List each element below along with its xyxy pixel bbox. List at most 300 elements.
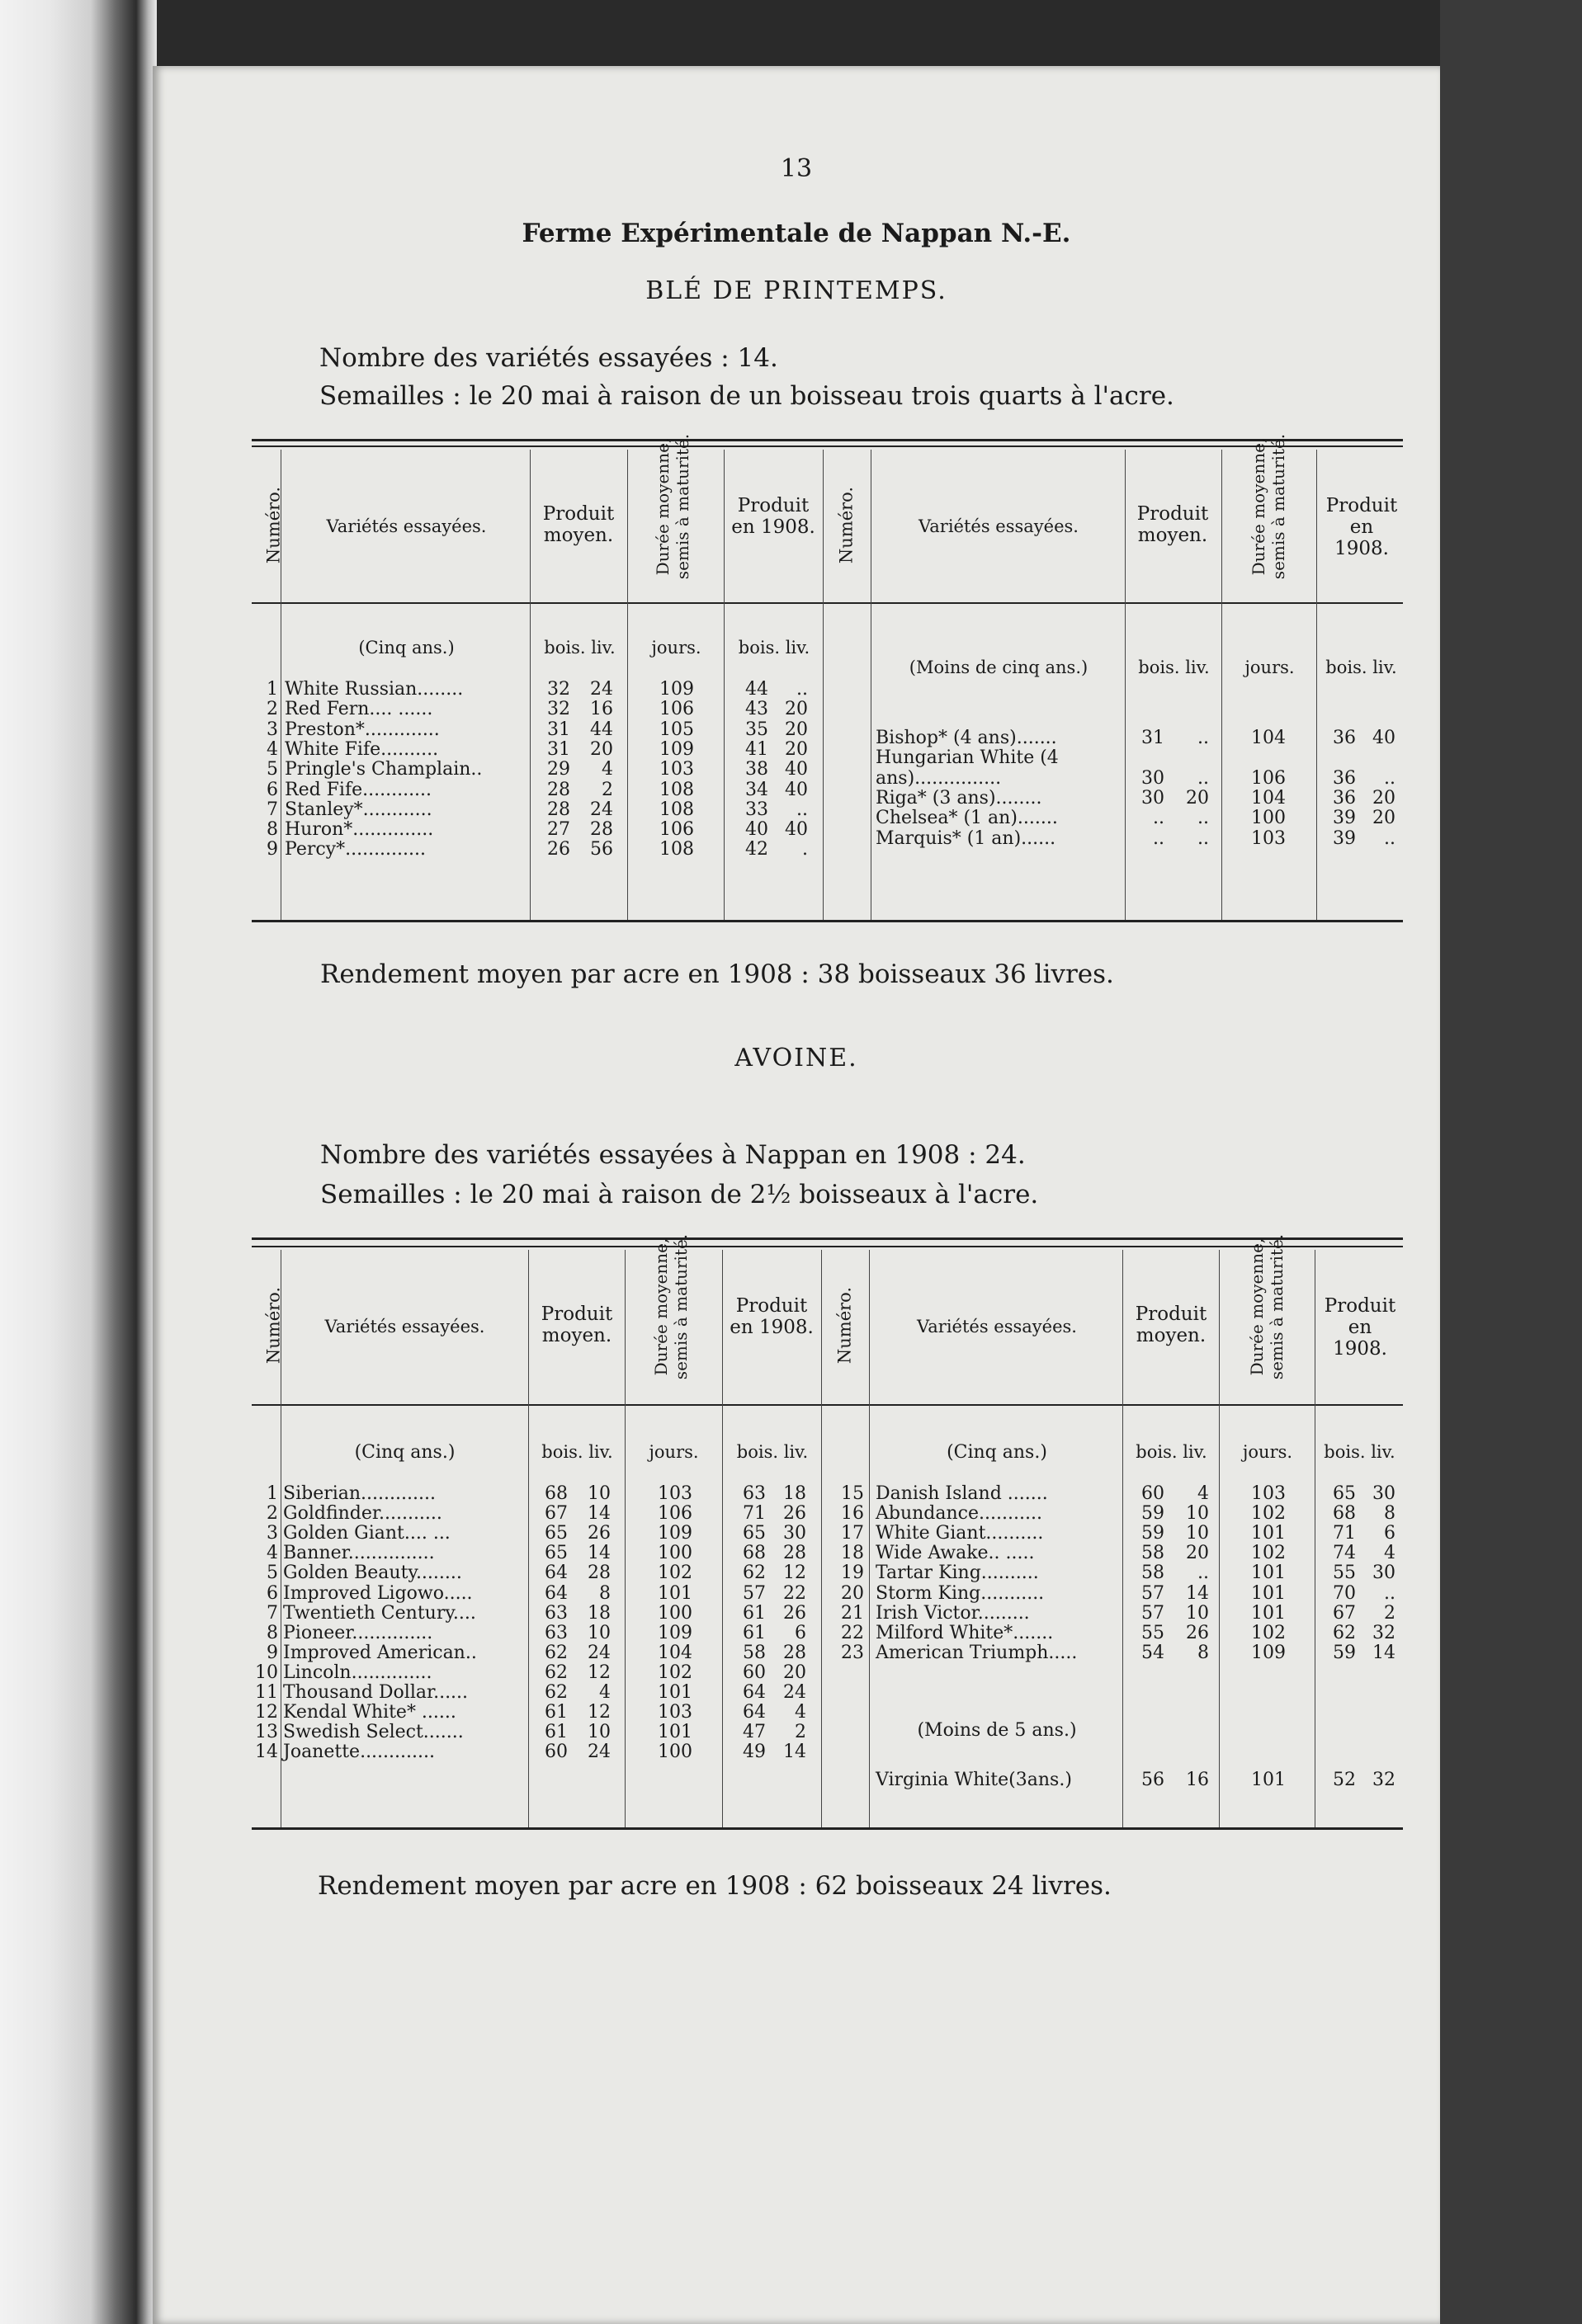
row-bois: 27 [547,819,570,841]
row-number: 8 [267,1622,278,1643]
row-liv: 26 [588,1523,611,1544]
row-jours: 101 [658,1582,692,1604]
row-bois-1908: 35 [745,719,768,740]
unit-bois-liv: bois. liv. [1138,658,1210,677]
row-number: 14 [255,1742,278,1763]
row-number: 4 [267,1543,278,1564]
row-liv: 24 [590,679,613,700]
row-bois-1908: 64 [743,1702,766,1723]
row-bois: 62 [545,1642,568,1663]
row-liv-1908: 20 [785,699,808,720]
unit-bois-liv: bois. liv. [1324,1442,1395,1462]
row-variety: Percy*.............. [285,839,427,860]
row-liv: 8 [599,1582,611,1604]
row-variety: Stanley*............ [285,799,432,820]
row-bois: 58 [1141,1563,1164,1584]
row-bois-1908: 61 [743,1622,766,1643]
row-variety: Preston*............. [285,719,440,740]
header-produit-1908-2: Produit en 1908. [1325,495,1398,559]
row-liv-1908: 26 [783,1602,806,1624]
row-bois: 31 [1141,728,1164,748]
row-bois-1908: 55 [1333,1563,1356,1584]
row-liv-1908: 28 [783,1642,806,1663]
row-bois: 57 [1141,1582,1164,1604]
row-liv: 12 [588,1702,611,1723]
row-number: 5 [267,1563,278,1584]
header-produit-2: Produit moyen. [1135,1303,1207,1346]
row-variety: Golden Beauty........ [283,1563,462,1584]
col-sep [722,1250,723,1827]
row-liv-1908: . [802,839,808,860]
row-liv-1908: 20 [785,719,808,740]
row-liv: 20 [590,738,613,760]
table-bottom-rule [252,920,1403,922]
header-numero-2: Numéro. [834,1286,855,1365]
row-bois-1908: 49 [743,1742,766,1763]
row-variety: Milford White*....... [876,1622,1054,1643]
row-number: 2 [267,699,278,720]
header-produit: Produit moyen. [541,1303,613,1346]
header-varietes-2: Variétés essayées. [919,516,1079,536]
row-number: 16 [841,1503,864,1525]
unit-jours: jours. [651,638,701,658]
row-jours: 104 [1251,728,1286,748]
row-bois: 67 [545,1503,568,1525]
row-liv-1908: 20 [785,738,808,760]
row-jours: 106 [658,1503,692,1525]
col-sep [724,450,725,920]
row-bois: 31 [547,738,570,760]
row-variety: Hungarian White (4 [876,747,1059,769]
row-bois-1908: 44 [745,679,768,700]
row-liv-1908: 30 [783,1523,806,1544]
row-bois: 26 [547,839,570,860]
row-bois: 56 [1141,1770,1164,1790]
row-bois: .. [1153,827,1164,849]
row-liv-1908: .. [796,679,808,700]
row-bois-1908: 36 [1333,787,1356,808]
group-label: (Cinq ans.) [354,1442,456,1463]
row-bois-1908: 63 [743,1483,766,1504]
row-jours: 102 [1251,1543,1286,1564]
row-variety: Abundance........... [876,1503,1042,1525]
row-liv-1908: 2 [1384,1602,1395,1624]
row-variety: White Fife.......... [285,738,439,760]
row-liv: .. [1197,827,1209,849]
group-label-right: (Moins de cinq ans.) [909,658,1089,677]
row-variety: Golden Giant.... ... [283,1523,451,1544]
row-liv: 14 [1186,1582,1209,1604]
ble-line2: Semailles : le 20 mai à raison de un boisseau trois quarts à l'acre. [319,381,1174,411]
scan-background [1440,0,1582,2324]
row-liv: 10 [588,1722,611,1743]
row-variety: Improved American.. [283,1642,477,1663]
row-bois: 30 [1141,787,1164,808]
row-liv: 24 [590,799,613,820]
page-header: Ferme Expérimentale de Nappan N.-E. [522,219,1071,248]
unit-bois-liv: bois. liv. [1136,1442,1207,1462]
row-number: 17 [841,1523,864,1544]
row-bois: 61 [545,1702,568,1723]
row-liv-1908: 20 [783,1662,806,1683]
unit-bois-liv: bois. liv. [736,1442,809,1462]
header-produit: Produit moyen. [542,503,615,546]
table-top-rule-2 [252,445,1403,447]
row-liv: 12 [588,1662,611,1683]
row-liv-1908: 14 [1372,1642,1395,1663]
row-variety: Huron*.............. [285,819,434,841]
row-variety: Riga* (3 ans)........ [876,787,1042,808]
row-liv: 14 [588,1543,611,1564]
row-liv-1908: 30 [1372,1483,1395,1504]
page [153,66,1440,2324]
row-bois-1908: 62 [1333,1622,1356,1643]
row-liv: 16 [590,699,613,720]
row-jours: 109 [658,1622,692,1643]
row-bois: 59 [1141,1503,1164,1525]
row-number: 9 [267,839,278,860]
row-jours: 101 [1251,1582,1286,1604]
row-bois-1908: 71 [1333,1523,1356,1544]
row-variety: Thousand Dollar...... [283,1682,469,1703]
row-bois-1908: 65 [1333,1483,1356,1504]
row-variety: Twentieth Century.... [283,1602,476,1624]
col-sep [1316,450,1317,920]
row-liv: .. [1197,808,1209,829]
row-bois: 32 [547,679,570,700]
row-liv-1908: 6 [1384,1523,1395,1544]
row-bois: .. [1153,808,1164,829]
row-liv: 26 [1186,1622,1209,1643]
row-liv-1908: .. [1384,827,1395,849]
row-jours: 104 [1251,787,1286,808]
page-number: 13 [780,154,813,183]
row-number: 9 [267,1642,278,1663]
row-jours: 105 [659,719,694,740]
row-bois: 68 [545,1483,568,1504]
row-liv: 28 [588,1563,611,1584]
row-jours: 106 [659,819,694,841]
row-liv: .. [1197,767,1209,789]
row-liv: 24 [588,1742,611,1763]
header-produit-1908-2: Produit en 1908. [1324,1295,1396,1360]
row-liv: 44 [590,719,613,740]
row-liv-1908: 8 [1384,1503,1395,1525]
row-bois-1908: 60 [743,1662,766,1683]
row-number: 1 [267,679,278,700]
row-variety: Kendal White* ...... [283,1702,456,1723]
row-variety: Lincoln.............. [283,1662,432,1683]
group-label-right: (Cinq ans.) [947,1442,1047,1463]
table-bottom-rule [252,1827,1403,1830]
row-liv-1908: 32 [1372,1622,1395,1643]
row-bois-1908: 39 [1333,827,1356,849]
row-bois: 28 [547,799,570,820]
row-liv-1908: 32 [1372,1770,1395,1790]
avoine-line2: Semailles : le 20 mai à raison de 2½ boisseaux à l'acre. [320,1180,1039,1209]
row-liv: 16 [1186,1770,1209,1790]
row-bois-1908: 39 [1333,808,1356,829]
unit-bois-liv: bois. liv. [544,638,616,658]
row-liv: 2 [602,779,613,800]
row-variety: Joanette............. [283,1742,435,1763]
row-bois: 28 [547,779,570,800]
row-bois-1908: 64 [743,1682,766,1703]
row-jours: 101 [658,1722,692,1743]
row-bois: 59 [1141,1523,1164,1544]
row-bois: 65 [545,1523,568,1544]
row-number: 5 [267,759,278,780]
row-liv: 24 [588,1642,611,1663]
row-number: 19 [841,1563,864,1584]
row-bois-1908: 65 [743,1523,766,1544]
row-bois: 30 [1141,767,1164,789]
row-jours: 101 [1251,1602,1286,1624]
group-label: (Cinq ans.) [358,638,455,658]
row-bois: 60 [1141,1483,1164,1504]
row-jours: 100 [658,1543,692,1564]
row-jours: 106 [659,699,694,720]
row-number: 7 [267,1602,278,1624]
avoine-title: AVOINE. [734,1044,858,1072]
row-liv-1908: 18 [783,1483,806,1504]
row-number: 4 [267,738,278,760]
row-jours: 102 [1251,1503,1286,1525]
row-liv: 56 [590,839,613,860]
row-jours: 103 [1251,1483,1286,1504]
col-sep [528,1250,529,1827]
row-variety: Danish Island ....... [876,1483,1048,1504]
row-variety: Swedish Select....... [283,1722,464,1743]
row-liv: 10 [1186,1523,1209,1544]
row-jours: 103 [659,759,694,780]
row-number: 23 [841,1642,864,1663]
row-bois-1908: 34 [745,779,768,800]
row-liv: 4 [599,1682,611,1703]
row-jours: 103 [658,1702,692,1723]
row-bois: 63 [545,1602,568,1624]
row-bois: 32 [547,699,570,720]
row-jours: 102 [658,1563,692,1584]
row-variety: White Giant.......... [876,1523,1044,1544]
row-liv-1908: 4 [795,1702,806,1723]
row-liv: .. [1197,1563,1209,1584]
col-sep [627,450,628,920]
header-numero-2: Numéro. [836,486,857,564]
row-variety: Virginia White(3ans.) [876,1770,1072,1790]
row-liv-1908: 20 [1372,808,1395,829]
row-number: 2 [267,1503,278,1525]
row-jours: 101 [1251,1563,1286,1584]
row-bois: 62 [545,1682,568,1703]
row-variety: Wide Awake.. ..... [876,1543,1035,1564]
row-number: 7 [267,799,278,820]
header-duree-2: Durée moyenne, semis à maturité. [1249,433,1288,580]
row-bois-1908: 36 [1333,767,1356,789]
row-number: 6 [267,1582,278,1604]
row-number: 22 [841,1622,864,1643]
row-jours: 101 [1251,1770,1286,1790]
row-variety: Chelsea* (1 an)....... [876,808,1058,829]
row-number: 3 [267,1523,278,1544]
header-varietes: Variétés essayées. [324,1317,485,1336]
col-sep [625,1250,626,1827]
row-liv-1908: 20 [1372,787,1395,808]
table-top-rule [252,439,1403,441]
row-variety: Banner............... [283,1543,435,1564]
unit-jours: jours. [1244,658,1295,677]
row-variety: Irish Victor......... [876,1602,1030,1624]
row-bois-1908: 43 [745,699,768,720]
header-numero: Numéro. [263,1286,284,1365]
table-top-rule-2 [252,1246,1403,1247]
row-liv-1908: 14 [783,1742,806,1763]
ble-line1: Nombre des variétés essayées : 14. [319,343,778,373]
row-bois-1908: 71 [743,1503,766,1525]
row-jours: 100 [658,1602,692,1624]
row-bois: 64 [545,1582,568,1604]
row-jours: 101 [658,1682,692,1703]
row-number: 20 [841,1582,864,1604]
row-variety: Red Fife............ [285,779,432,800]
row-liv: 10 [588,1622,611,1643]
row-variety: Improved Ligowo..... [283,1582,473,1604]
row-number: 13 [255,1722,278,1743]
header-produit-1908: Produit en 1908. [731,495,815,538]
row-bois-1908: 41 [745,738,768,760]
row-variety: Pioneer.............. [283,1622,433,1643]
header-duree-2: Durée moyenne, semis à maturité. [1247,1233,1287,1380]
row-jours: 100 [1251,808,1286,829]
row-bois-1908: 59 [1333,1642,1356,1663]
row-liv: 10 [1186,1503,1209,1525]
col-sep [821,1250,822,1827]
row-liv-1908: .. [796,799,808,820]
row-liv-1908: 6 [795,1622,806,1643]
row-number: 3 [267,719,278,740]
row-number: 1 [267,1483,278,1504]
row-number: 18 [841,1543,864,1564]
header-produit-2: Produit moyen. [1136,503,1209,546]
row-jours: 102 [658,1662,692,1683]
row-bois-1908: 74 [1333,1543,1356,1564]
row-bois: 54 [1141,1642,1164,1663]
ble-title: BLÉ DE PRINTEMPS. [645,276,947,305]
header-produit-1908: Produit en 1908. [730,1295,814,1338]
row-number: 21 [841,1602,864,1624]
row-liv-1908: 40 [785,819,808,841]
row-bois: 64 [545,1563,568,1584]
row-bois: 31 [547,719,570,740]
row-variety: Tartar King.......... [876,1563,1039,1584]
row-jours: 103 [658,1483,692,1504]
row-jours: 101 [1251,1523,1286,1544]
row-number: 11 [255,1682,278,1703]
header-duree: Durée moyenne, semis à maturité. [651,1233,691,1380]
row-liv: 20 [1186,787,1209,808]
row-liv-1908: .. [1384,1582,1395,1604]
unit-bois-liv: bois. liv. [738,638,810,658]
row-liv-1908: 2 [795,1722,806,1743]
row-bois: 58 [1141,1543,1164,1564]
col-sep [1122,1250,1123,1827]
row-bois: 57 [1141,1602,1164,1624]
table-header-rule [252,1404,1403,1406]
table-header-rule [252,602,1403,604]
row-liv: 20 [1186,1543,1209,1564]
row-bois-1908: 70 [1333,1582,1356,1604]
col-sep [869,1250,870,1827]
row-liv-1908: .. [1384,767,1395,789]
col-sep [1221,450,1222,920]
row-bois-1908: 36 [1333,728,1356,748]
row-jours: 102 [1251,1622,1286,1643]
row-liv-1908: 12 [783,1563,806,1584]
row-jours: 108 [659,779,694,800]
row-liv-1908: 30 [1372,1563,1395,1584]
row-variety: Siberian............. [283,1483,436,1504]
unit-bois-liv: bois. liv. [541,1442,613,1462]
col-sep [530,450,531,920]
avoine-rendement: Rendement moyen par acre en 1908 : 62 boisseaux 24 livres. [318,1871,1112,1901]
row-bois-1908: 61 [743,1602,766,1624]
row-liv: 10 [588,1483,611,1504]
group-label-right-2: (Moins de 5 ans.) [917,1720,1077,1741]
row-bois: 55 [1141,1622,1164,1643]
row-liv-1908: 40 [785,759,808,780]
row-jours: 109 [659,738,694,760]
row-variety: Bishop* (4 ans)....... [876,728,1057,748]
row-liv: 8 [1197,1642,1209,1663]
row-bois: 65 [545,1543,568,1564]
row-variety: White Russian........ [285,679,464,700]
row-liv-1908: 40 [785,779,808,800]
row-bois-1908: 33 [745,799,768,820]
avoine-line1: Nombre des variétés essayées à Nappan en 1908 : 24. [320,1140,1026,1170]
row-liv-1908: 4 [1384,1543,1395,1564]
row-jours: 104 [658,1642,692,1663]
row-jours: 109 [1251,1642,1286,1663]
row-liv: 4 [1197,1483,1209,1504]
row-liv: .. [1197,728,1209,748]
row-bois: 62 [545,1662,568,1683]
unit-bois-liv: bois. liv. [1325,658,1397,677]
row-variety: Red Fern.... ...... [285,699,433,720]
row-liv-1908: 28 [783,1543,806,1564]
row-number: 12 [255,1702,278,1723]
row-liv: 18 [588,1602,611,1624]
header-varietes: Variétés essayées. [326,516,487,536]
row-variety: Goldfinder........... [283,1503,442,1525]
ble-rendement: Rendement moyen par acre en 1908 : 38 boisseaux 36 livres. [320,959,1114,989]
row-liv-1908: 24 [783,1682,806,1703]
row-bois-1908: 57 [743,1582,766,1604]
row-variety: Pringle's Champlain.. [285,759,483,780]
row-bois-1908: 62 [743,1563,766,1584]
row-liv: 10 [1186,1602,1209,1624]
row-bois-1908: 68 [1333,1503,1356,1525]
header-duree: Durée moyenne, semis à maturité. [653,433,692,580]
col-sep [1125,450,1126,920]
row-variety: American Triumph..... [876,1642,1078,1663]
col-sep [823,450,824,920]
row-liv-1908: 26 [783,1503,806,1525]
row-bois-1908: 47 [743,1722,766,1743]
row-bois-1908: 67 [1333,1602,1356,1624]
row-number: 8 [267,819,278,841]
book-spine [0,0,157,2324]
row-liv-1908: 22 [783,1582,806,1604]
